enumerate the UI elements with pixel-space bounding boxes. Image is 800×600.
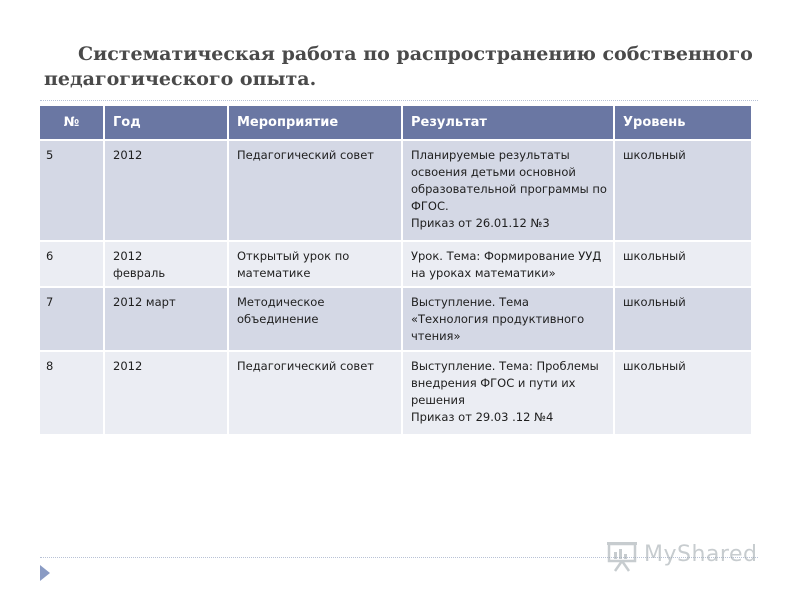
table-row <box>40 287 752 351</box>
table-row <box>40 351 752 435</box>
cell-level: школьный <box>614 351 752 435</box>
cell-result: Урок. Тема: Формирование УУД на уроках математики» <box>402 241 614 287</box>
cell-level: школьный <box>614 287 752 351</box>
cell-event: Методическое объединение <box>228 287 402 351</box>
slide-title: Систематическая работа по распространению собственного педагогического опыта. <box>44 43 753 90</box>
cell-year: 2012 март <box>104 287 228 351</box>
cell-result: Планируемые результаты освоения детьми основной образовательной программы по ФГОС. Приказ от 26.01.12 №3 <box>402 140 614 241</box>
header-event: Мероприятие <box>228 106 402 140</box>
cell-year: 2012 февраль <box>104 241 228 287</box>
presentation-board-icon <box>606 540 640 572</box>
cell-event: Педагогический совет <box>228 140 402 241</box>
cell-number: 8 <box>40 351 104 435</box>
top-divider <box>40 100 758 101</box>
cell-number: 7 <box>40 287 104 351</box>
cell-level: школьный <box>614 140 752 241</box>
cell-level: школьный <box>614 241 752 287</box>
cell-result: Выступление. Тема: Проблемы внедрения ФГОС и пути их решения Приказ от 29.03 .12 №4 <box>402 351 614 435</box>
header-level: Уровень <box>614 106 752 140</box>
events-table <box>40 106 753 436</box>
header-number: № <box>40 106 104 140</box>
cell-number: 5 <box>40 140 104 241</box>
watermark <box>606 538 766 574</box>
header-year: Год <box>104 106 228 140</box>
table-header-row <box>40 106 752 140</box>
cell-event: Открытый урок по математике <box>228 241 402 287</box>
cell-year: 2012 <box>104 140 228 241</box>
table-row <box>40 140 752 241</box>
table-row <box>40 241 752 287</box>
cell-result: Выступление. Тема «Технология продуктивного чтения» <box>402 287 614 351</box>
header-result: Результат <box>402 106 614 140</box>
slide-marker-arrow-icon <box>40 565 50 581</box>
cell-year: 2012 <box>104 351 228 435</box>
watermark-text: MyShared <box>644 542 758 567</box>
cell-event: Педагогический совет <box>228 351 402 435</box>
cell-number: 6 <box>40 241 104 287</box>
